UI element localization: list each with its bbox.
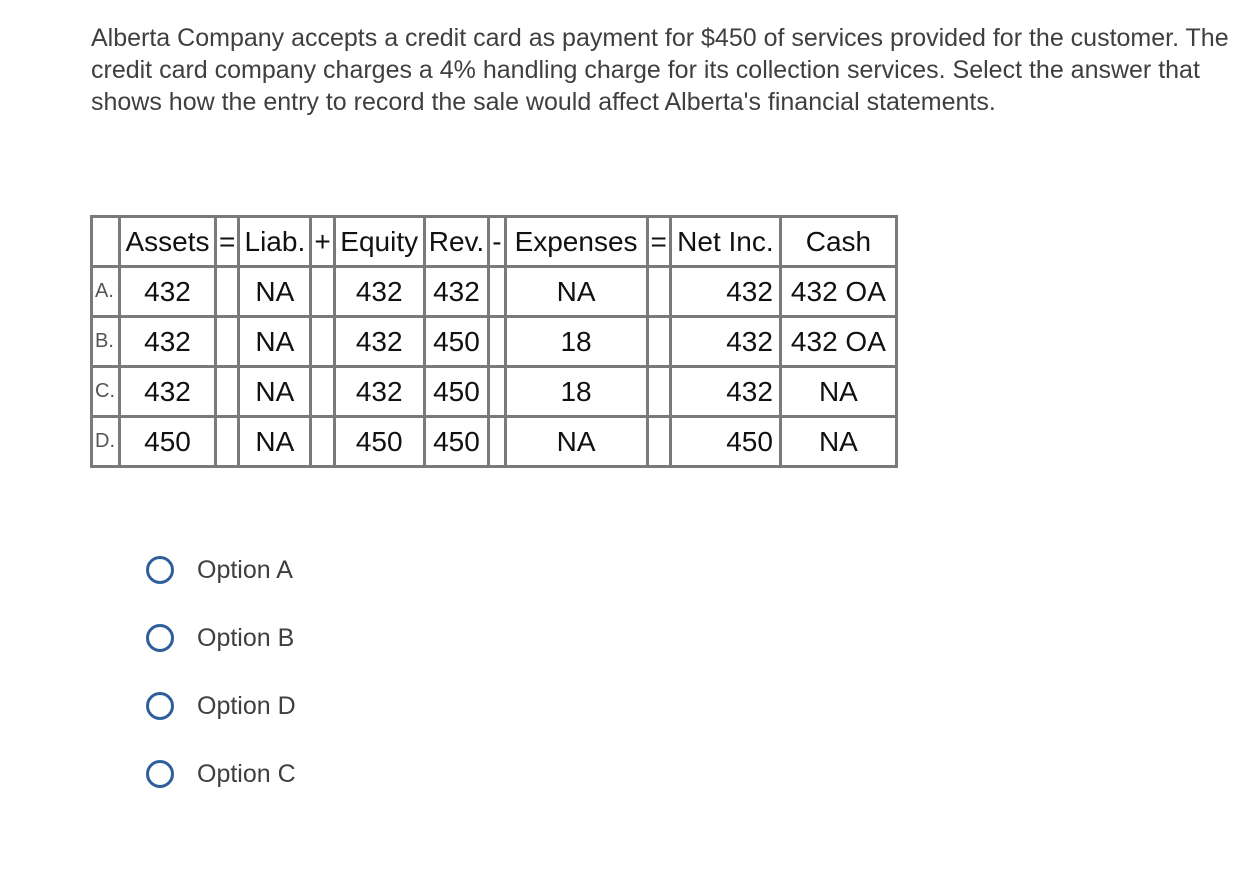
row-label: B. xyxy=(93,318,121,368)
table-row xyxy=(93,368,898,418)
cell-op xyxy=(649,268,672,318)
cell-op xyxy=(217,368,240,418)
cell-op xyxy=(649,418,672,468)
cell-assets: 432 xyxy=(121,318,217,368)
option-label[interactable]: Option D xyxy=(197,691,296,720)
cell-revenue: 432 xyxy=(426,268,491,318)
radio-button-icon[interactable] xyxy=(146,760,174,788)
header-cash: Cash xyxy=(782,218,898,268)
header-equity: Equity xyxy=(336,218,426,268)
cell-op xyxy=(312,368,335,418)
cell-net-income: 432 xyxy=(672,368,782,418)
cell-revenue: 450 xyxy=(426,418,491,468)
cell-revenue: 450 xyxy=(426,318,491,368)
cell-cash: 432 OA xyxy=(782,268,898,318)
option-a[interactable] xyxy=(146,548,296,592)
cell-cash: NA xyxy=(782,418,898,468)
cell-net-income: 432 xyxy=(672,318,782,368)
option-label[interactable]: Option A xyxy=(197,555,293,584)
cell-op xyxy=(649,368,672,418)
row-label: C. xyxy=(93,368,121,418)
option-b[interactable] xyxy=(146,616,296,660)
option-c[interactable] xyxy=(146,752,296,796)
cell-equity: 432 xyxy=(336,268,426,318)
cell-revenue: 450 xyxy=(426,368,491,418)
option-label[interactable]: Option B xyxy=(197,623,295,652)
cell-op xyxy=(490,368,506,418)
cell-expenses: NA xyxy=(507,418,649,468)
cell-op xyxy=(490,318,506,368)
header-cell-blank xyxy=(93,218,121,268)
question-text: Alberta Company accepts a credit card as payment for $450 of services provided for the customer. The credit card company charges a 4% handling charge for its collection services. Select the answer that shows how the entry to record the sale would affect Alberta's financial statements. xyxy=(91,24,1229,116)
header-minus-operator: - xyxy=(490,218,506,268)
cell-equity: 432 xyxy=(336,318,426,368)
cell-equity: 432 xyxy=(336,368,426,418)
cell-expenses: 18 xyxy=(507,318,649,368)
radio-button-icon[interactable] xyxy=(146,624,174,652)
table-row xyxy=(93,268,898,318)
table-row xyxy=(93,418,898,468)
cell-op xyxy=(217,418,240,468)
cell-liabilities: NA xyxy=(240,268,312,318)
cell-cash: 432 OA xyxy=(782,318,898,368)
row-label: A. xyxy=(93,268,121,318)
table-header-row xyxy=(93,218,898,268)
row-label: D. xyxy=(93,418,121,468)
answer-options xyxy=(146,548,296,820)
cell-assets: 450 xyxy=(121,418,217,468)
cell-equity: 450 xyxy=(336,418,426,468)
cell-liabilities: NA xyxy=(240,418,312,468)
cell-assets: 432 xyxy=(121,368,217,418)
header-net-income: Net Inc. xyxy=(672,218,782,268)
cell-liabilities: NA xyxy=(240,318,312,368)
option-d[interactable] xyxy=(146,684,296,728)
option-label[interactable]: Option C xyxy=(197,759,296,788)
header-expenses: Expenses xyxy=(507,218,649,268)
header-revenue: Rev. xyxy=(426,218,491,268)
header-assets: Assets xyxy=(121,218,217,268)
header-plus-operator: + xyxy=(312,218,335,268)
cell-op xyxy=(312,268,335,318)
header-liabilities: Liab. xyxy=(240,218,312,268)
cell-assets: 432 xyxy=(121,268,217,318)
cell-op xyxy=(649,318,672,368)
cell-net-income: 450 xyxy=(672,418,782,468)
cell-op xyxy=(490,268,506,318)
financial-statements-table xyxy=(90,215,898,468)
cell-expenses: NA xyxy=(507,268,649,318)
cell-cash: NA xyxy=(782,368,898,418)
cell-op xyxy=(217,318,240,368)
table-row xyxy=(93,318,898,368)
cell-op xyxy=(312,418,335,468)
cell-op xyxy=(490,418,506,468)
header-equals-operator: = xyxy=(217,218,240,268)
cell-liabilities: NA xyxy=(240,368,312,418)
cell-net-income: 432 xyxy=(672,268,782,318)
header-equals-operator-2: = xyxy=(649,218,672,268)
radio-button-icon[interactable] xyxy=(146,556,174,584)
cell-op xyxy=(312,318,335,368)
cell-op xyxy=(217,268,240,318)
cell-expenses: 18 xyxy=(507,368,649,418)
radio-button-icon[interactable] xyxy=(146,692,174,720)
